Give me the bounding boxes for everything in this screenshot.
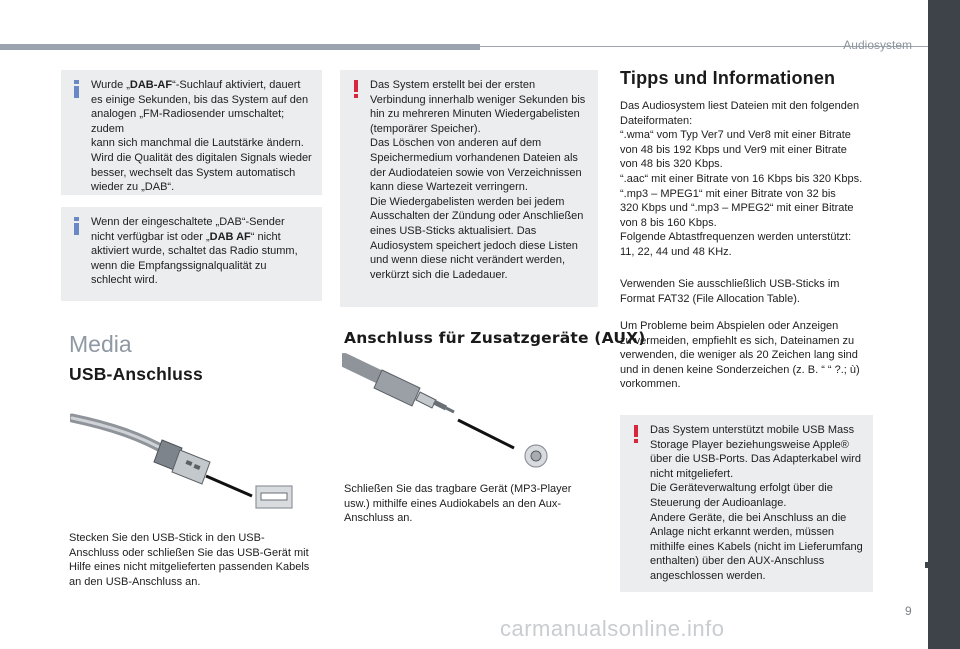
- aux-instructions: Schließen Sie das tragbare Gerät (MP3-Player usw.) mithilfe eines Audiokabels an den Aux- Anschluss an.: [344, 483, 572, 525]
- page-number: 9: [905, 604, 912, 618]
- continuation-marker: [925, 562, 931, 568]
- section-title: Audiosystem: [843, 38, 912, 52]
- tips-heading: Tipps und Informationen: [620, 68, 836, 88]
- note-text: Das System erstellt bei der ersten Verbindung innerhalb weniger Sekunden bis hin zu mehreren Minuten Wiedergabelisten (temporärer Speicher). Das Löschen von anderen auf dem Speichermedium vorhandenen Dateien als der Audiodateien sowie von Verzeichnissen kann diese Wartezeit verringern. Die Wiedergabelisten werden bei jedem Ausschalten der Zündung oder Anschließen eines USB-Sticks aktualisiert. Das Audiosystem speichert jedoch diese Listen und wenn diese nicht verändert werden, verkürzt sich die Ladedauer.: [370, 79, 586, 281]
- tips-formats: Das Audiosystem liest Dateien mit den folgenden Dateiformaten: “.wma“ vom Typ Ver7 und Ver8 mit einer Bitrate von 48 bis 192 Kbps und Ver9 mit einer Bitrate von 48 bis 320 Kbps. “.aac“ mit einer Bitrate von 16 Kbps bis 320 Kbps. “.mp3 – MPEG1“ mit einer Bitrate von 32 bis 320 Kbps und “.mp3 – MPEG2“ mit einer Bitrate von 8 bis 160 Kbps. Folgende Abtastfrequenzen werden unterstützt: 11, 22, 44 und 48 KHz.: [620, 100, 863, 258]
- aux-heading: Anschluss für Zusatzgeräte (AUX): [344, 329, 646, 347]
- tips-filenames: Um Probleme beim Abspielen oder Anzeigen zu vermeiden, empfiehlt es sich, Dateinamen zu verwenden, die weniger als 20 Zeichen lang sind und in denen keine Sonderzeichen (z. B. “ “ ?.; ù) vorkommen.: [620, 320, 860, 391]
- header-bar: [0, 44, 480, 50]
- note-dab-af-seek: [61, 70, 322, 195]
- info-icon: [71, 80, 83, 98]
- aux-jack-illustration: [342, 352, 552, 472]
- usb-instructions: Stecken Sie den USB-Stick in den USB- Anschluss oder schließen Sie das USB-Gerät mit Hilfe eines nicht mitgelieferten passenden Kabels an den USB-Anschluss an.: [69, 532, 310, 588]
- media-heading: Media: [69, 331, 132, 357]
- tips-fat32: Verwenden Sie ausschließlich USB-Sticks im Format FAT32 (File Allocation Table).: [620, 278, 840, 305]
- warning-icon: [630, 425, 642, 443]
- usb-heading: USB-Anschluss: [69, 364, 203, 384]
- note-text: Das System unterstützt mobile USB Mass Storage Player beziehungsweise Apple® über die USB-Ports. Das Adapterkabel wird nicht mitgeliefert. Die Geräteverwaltung erfolgt über die Steuerung der Audioanlage. Andere Geräte, die bei Anschluss an die Anlage nicht erkannt werden, müssen mithilfe eines Kabels (nicht im Lieferumfang enthalten) über den AUX-Anschluss angeschlossen werden.: [650, 424, 863, 582]
- watermark: carmanualsonline.info: [500, 616, 725, 641]
- note-playlist-creation: [340, 70, 598, 307]
- note-text: Wenn der eingeschaltete „DAB“-Sender nicht verfügbar ist oder „DAB AF“ nicht aktiviert wurde, schaltet das Radio stumm, wenn die Empfangssignalqualität zu schlecht wird.: [91, 216, 298, 287]
- info-icon: [71, 217, 83, 235]
- page-edge-strip: [928, 0, 960, 649]
- warning-icon: [350, 80, 362, 98]
- note-dab-unavailable: [61, 207, 322, 301]
- note-text: Wurde „DAB-AF“-Suchlauf aktiviert, dauert es einige Sekunden, bis das System auf den analogen „FM-Radiosender umschaltet; zudem kann sich manchmal die Lautstärke ändern. Wird die Qualität des digitalen Signals wieder besser, wechselt das System automatisch wieder zu „DAB“.: [91, 79, 312, 194]
- note-mass-storage: [620, 415, 873, 592]
- usb-connector-illustration: [70, 396, 320, 511]
